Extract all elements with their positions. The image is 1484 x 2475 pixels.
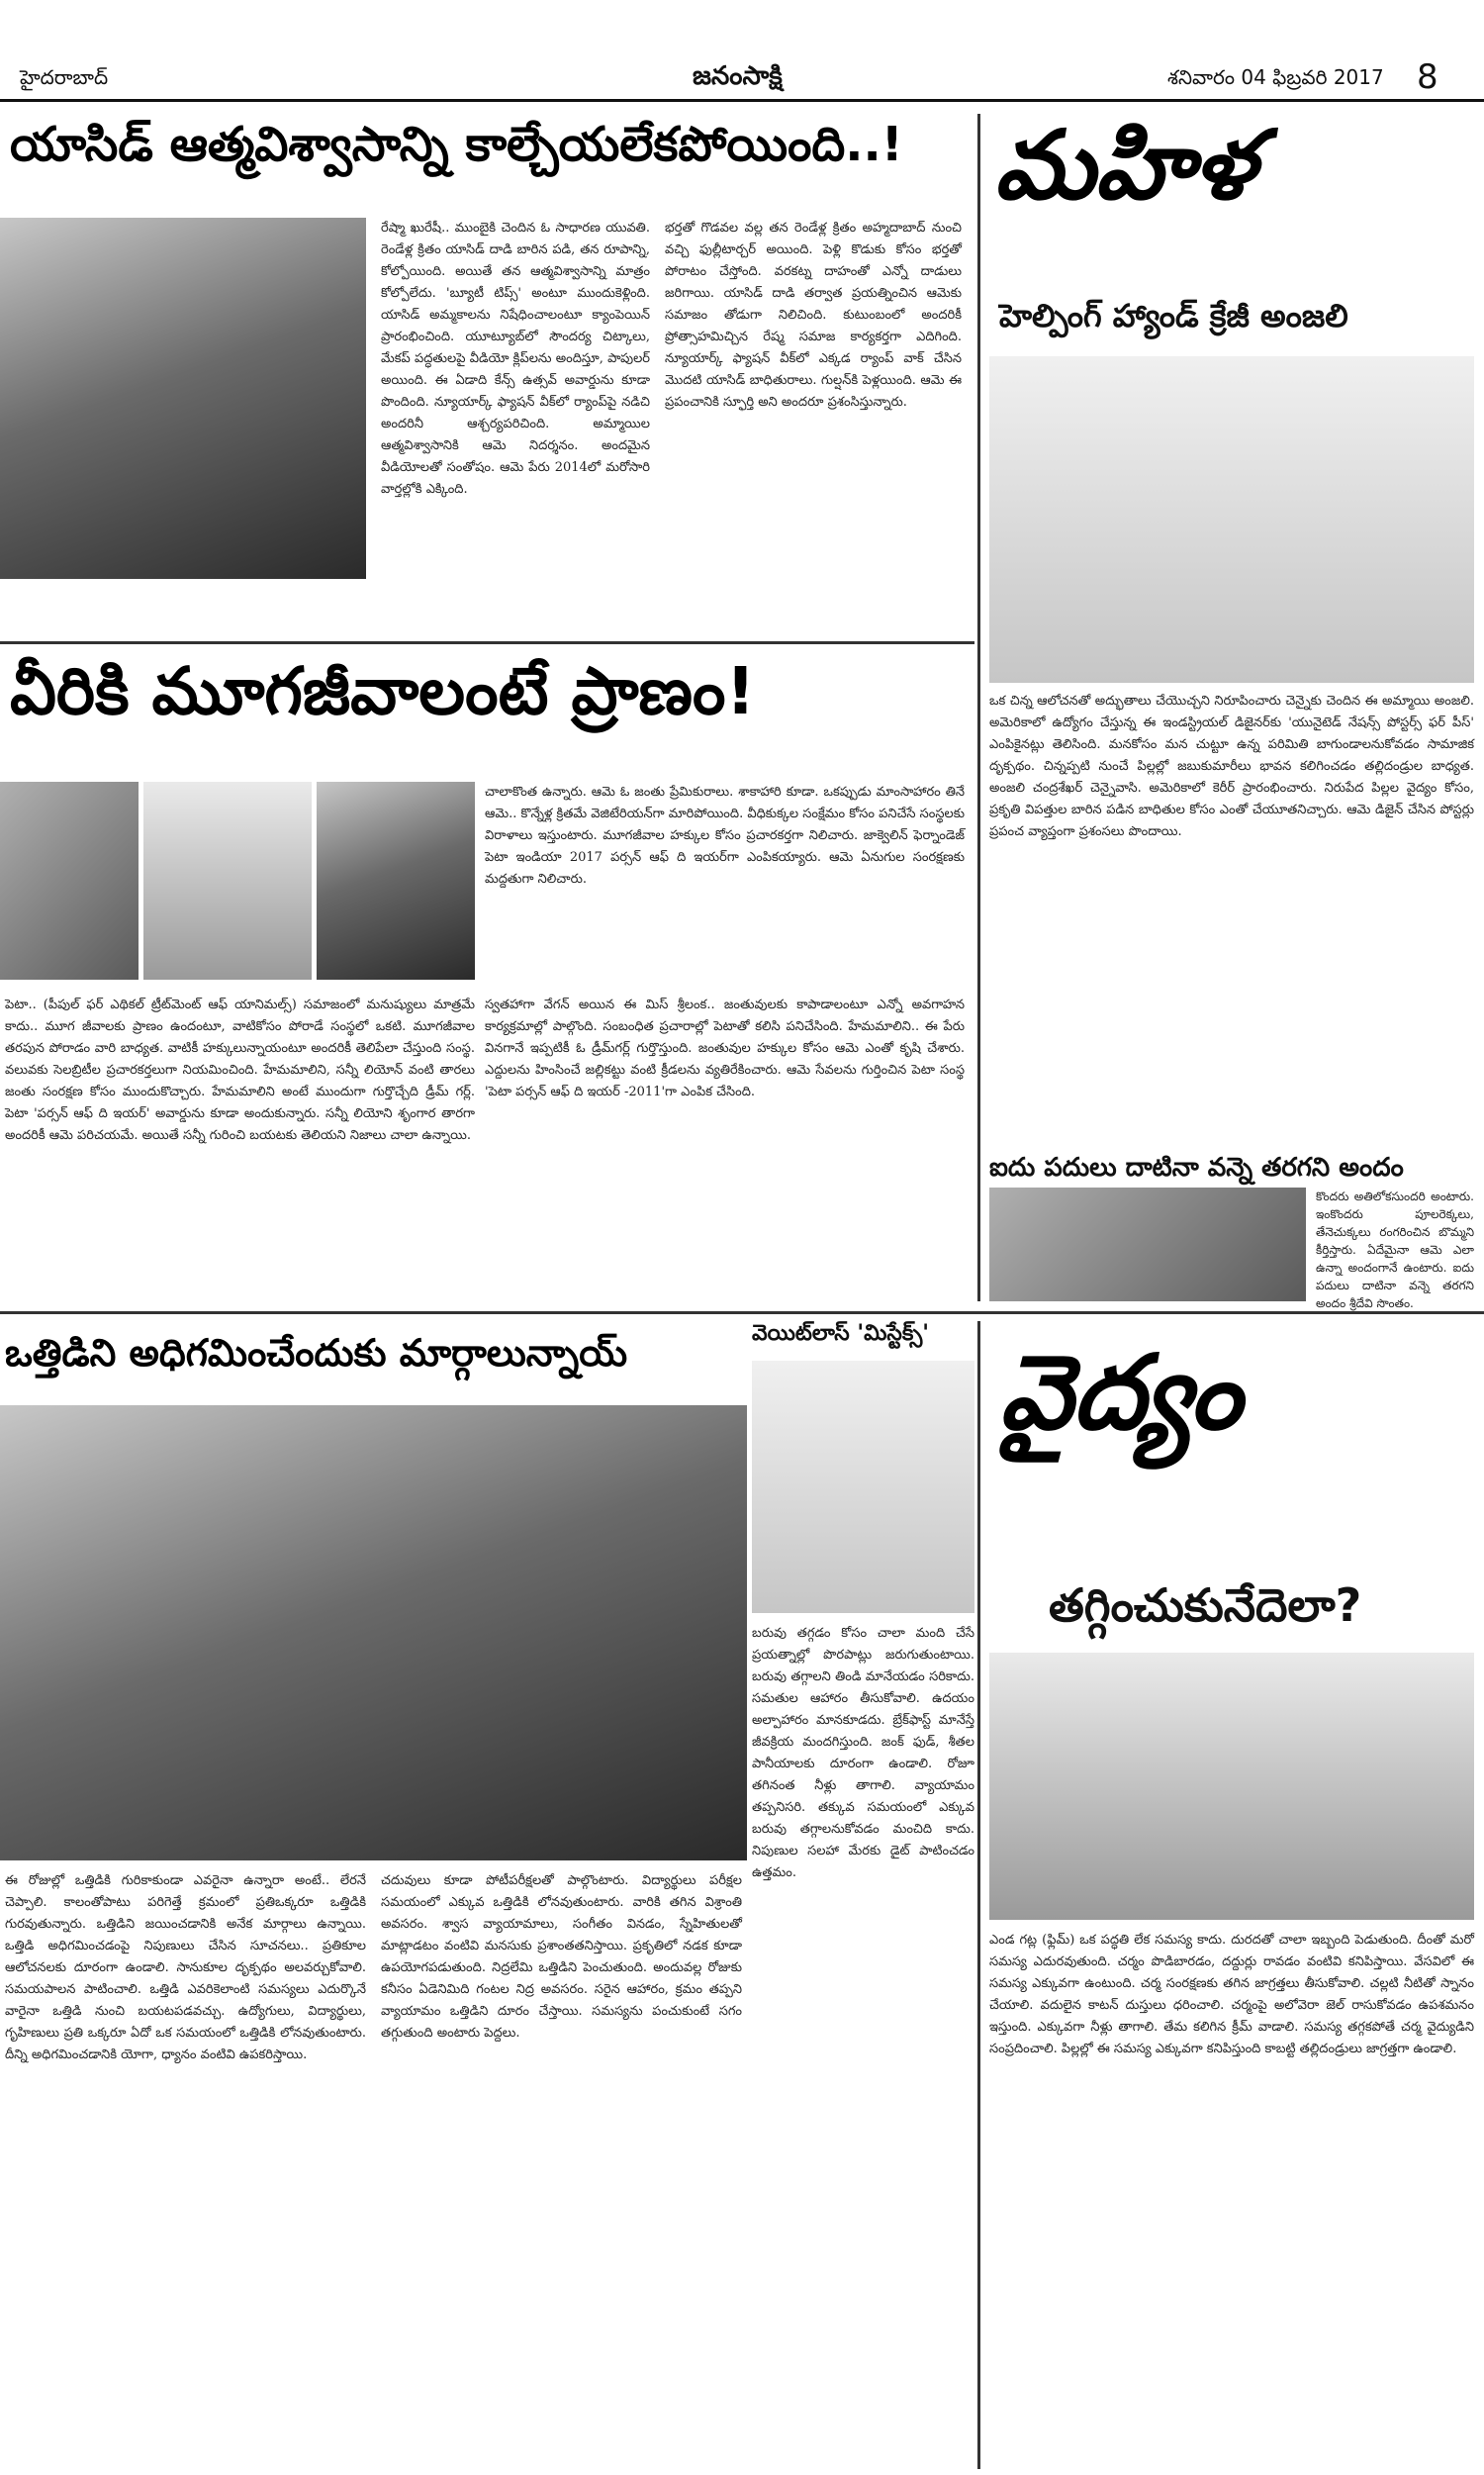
sridevi-body: కొందరు అతిలోకసుందరి అంటారు. ఇంకొందరు పూలరెక్కలు, తేనెచుక్కలు రంగరించిన బొమ్మని కీర్తిస్తారు. ఏదేమైనా ఆమె ఎలా ఉన్నా అందంగానే ఉంటారు. ఐదు పదులు దాటినా వన్నె తరగని అందం శ్రీదేవి సొంతం. (1316, 1190, 1474, 1310)
animals-headline: వీరికి మూగజీవాలంటే ప్రాణం! (10, 653, 756, 729)
newspaper-logo: జనంసాక్షి (693, 61, 783, 91)
header-city: హైదరాబాద్ (20, 65, 109, 89)
vaidyam-body: ఎండ గట్ల (ఫ్లిమ్) ఒక పద్ధతి లేక సమస్య కాదు. దురదతో చాలా ఇబ్బంది పెడుతుంది. దీంతో మరో సమస్య ఎదురవుతుంది. చర్మం పొడిబారడం, దద్దుర్లు రావడం వంటివి కనిపిస్తాయి. వేసవిలో ఈ సమస్య ఎక్కువగా ఉంటుంది. చర్మ సంరక్షణకు తగిన జాగ్రత్తలు తీసుకోవాలి. చల్లటి నీటితో స్నానం చేయాలి. వదులైన కాటన్ దుస్తులు ధరించాలి. చర్మంపై అలోవెరా జెల్ రాసుకోవడం ఉపశమనం ఇస్తుంది. ఎక్కువగా నీళ్లు తాగాలి. తేమ కలిగిన క్రీమ్ వాడాలి. సమస్య తగ్గకపోతే చర్మ వైద్యుడిని సంప్రదించాలి. పిల్లల్లో ఈ సమస్య ఎక్కువగా కనిపిస్తుంది కాబట్టి తల్లిదండ్రులు జాగ్రత్తగా ఉండాలి. (989, 1933, 1474, 2056)
stressed-man-photo (0, 1405, 747, 1860)
stress-body-col1: ఈ రోజుల్లో ఒత్తిడికి గురికాకుండా ఎవరైనా ఉన్నారా అంటే.. లేరనే చెప్పాలి. కాలంతోపాటు పరిగెత్తే క్రమంలో ప్రతిఒక్కరూ ఒత్తిడికి గురవుతున్నారు. ఒత్తిడిని జయించడానికి అనేక మార్గాలు ఉన్నాయి. ఒత్తిడి అధిగమించడంపై నిపుణులు చేసిన సూచనలు.. ప్రతికూల ఆలోచనలకు దూరంగా ఉండాలి. సానుకూల దృక్పథం అలవర్చుకోవాలి. సమయపాలన పాటించాలి. ఒత్తిడి ఎవరికెలాంటి సమస్యలు ఎదుర్కొనే వారైనా ఒత్తిడి నుంచి బయటపడవచ్చు. ఉద్యోగులు, విద్యార్థులు, గృహిణులు ప్రతి ఒక్కరూ ఏదో ఒక సమయంలో ఒత్తిడికి లోనవుతుంటారు. దీన్ని అధిగమించడానికి యోగా, ధ్యానం వంటివి ఉపకరిస్తాయి. (5, 1873, 366, 2062)
stress-headline: ఒత్తిడిని అధిగమించేందుకు మార్గాలున్నాయ్ (5, 1331, 628, 1375)
story-divider (0, 641, 974, 644)
acid-survivor-photo (0, 218, 366, 579)
mahila-body: ఒక చిన్న ఆలోచనతో అద్భుతాలు చేయొచ్చని నిరూపించారు చెన్నైకు చెందిన ఈ అమ్మాయి అంజలి. అమెరికాలో ఉద్యోగం చేస్తున్న ఈ ఇండస్ట్రియల్ డిజైనర్‌కు 'యునైటెడ్ నేషన్స్ పోస్టర్స్ ఫర్ పీస్' ఎంపికైనట్లు తెలిసింది. మనకోసం మన చుట్టూ ఉన్న పరిమితి బాగుండాలనుకోవడం సామాజిక దృక్పథం. చిన్నప్పటి నుంచే పిల్లల్లో జబుకుమారీలు భావన కలిగించడం తల్లిదండ్రుల బాధ్యత. అంజలి చంద్రశేఖర్ చెన్నైవాసి. అమెరికాలో కెరీర్ ప్రారంభించారు. నిరుపేద పిల్లల వైద్యం కోసం, ప్రకృతి విపత్తుల బారిన పడిన బాధితుల కోసం ఎంతో చేయూతనిచ్చారు. ఆమె డిజైన్ చేసిన పోస్టర్లు ప్రపంచ వ్యాప్తంగా ప్రశంసలు పొందాయి. (989, 694, 1474, 839)
sridevi-subhead: ఐదు పదులు దాటినా వన్నె తరగని అందం (989, 1153, 1404, 1183)
acid-body-col2: భర్తతో గొడవల వల్ల తన రెండేళ్ల క్రితం అహ్మదాబాద్ నుంచి వచ్చి ఫుల్లీటార్చర్ అయింది. పెళ్లి కొడుకు కోసం భర్తతో పోరాటం చేస్తోంది. వరకట్న దాహంతో ఎన్నో దాడులు జరిగాయి. యాసిడ్ దాడి తర్వాత ప్రయత్నించిన ఆమెకు సమాజం తోడుగా నిలిచింది. కుటుంబంలో అందరికీ ప్రోత్సాహమిచ్చిన రేష్మ సమాజ కార్యకర్తగా ఎదిగింది. న్యూయార్క్ ఫ్యాషన్ వీక్‌లో ఎక్కడ ర్యాంప్ వాక్ చేసిన మొదటి యాసిడ్ బాధితురాలు. గుల్షన్‌కి పెళ్లయింది. ఆమె ఈ ప్రపంచానికి స్ఫూర్తి అని అందరూ ప్రశంసిస్తున్నారు. (665, 221, 962, 410)
animals-body-left: పెటా.. (పీపుల్ ఫర్ ఎథికల్ ట్రీట్‌మెంట్ ఆఫ్ యానిమల్స్) సమాజంలో మనుష్యులు మాత్రమే కాదు.. మూగ జీవాలకు ప్రాణం ఉందంటూ, వాటికోసం పోరాడే సంస్థలో ఒకటి. మూగజీవాల తరపున పోరాడం వారి బాధ్యత. వాటికీ హక్కులున్నాయంటూ అందరికీ తెలిపేలా చేస్తుంది సంస్థ. వలువకు సెలబ్రిటీల ప్రచారకర్తలుగా నియమించింది. హేమమాలిని, సన్నీ లియోన్ వంటి తారలు జంతు సంరక్షణ కోసం ముందుకొచ్చారు. హేమమాలిని అంటే ముందుగా గుర్తొచ్చేది డ్రీమ్ గర్ల్. పెటా 'పర్సన్ ఆఫ్ ది ఇయర్' అవార్డును కూడా అందుకున్నారు. సన్నీ లియోని శృంగార తారగా అందరికీ ఆమె పరిచయమే. అయితే సన్నీ గురించి బయటకు తెలియని నిజాలు చాలా ఉన్నాయి. (5, 998, 475, 1143)
weightloss-photo (752, 1361, 974, 1613)
sunny-leone-photo (317, 782, 475, 980)
header-rule (0, 99, 1484, 102)
column-divider (977, 114, 980, 1301)
vaidyam-masthead: వైద్యం (999, 1331, 1242, 1453)
weightloss-body: బరువు తగ్గడం కోసం చాలా మంది చేసే ప్రయత్నాల్లో పొరపాట్లు జరుగుతుంటాయి. బరువు తగ్గాలని తిండి మానేయడం సరికాదు. సమతుల ఆహారం తీసుకోవాలి. ఉదయం అల్పాహారం మానకూడదు. బ్రేక్‌ఫాస్ట్ మానేస్తే జీవక్రియ మందగిస్తుంది. జంక్ ఫుడ్, శీతల పానీయాలకు దూరంగా ఉండాలి. రోజూ తగినంత నీళ్లు తాగాలి. వ్యాయామం తప్పనిసరి. తక్కువ సమయంలో ఎక్కువ బరువు తగ్గాలనుకోవడం మంచిది కాదు. నిపుణుల సలహా మేరకు డైట్ పాటించడం ఉత్తమం. (752, 1626, 974, 1880)
skin-photo (989, 1653, 1474, 1920)
header-date: శనివారం 04 ఫిబ్రవరి 2017 (1167, 65, 1384, 89)
acid-headline: యాసిడ్ ఆత్మవిశ్వాసాన్ని కాల్చేయలేకపోయింది..! (10, 117, 903, 172)
stress-body-col2: చదువులు కూడా పోటీపరీక్షలతో పాల్గొంటారు. విద్యార్థులు పరీక్షల సమయంలో ఎక్కువ ఒత్తిడికి లోనవుతుంటారు. వారికి తగిన విశ్రాంతి అవసరం. శ్వాస వ్యాయామాలు, సంగీతం వినడం, స్నేహితులతో మాట్లాడటం వంటివి మనసుకు ప్రశాంతతనిస్తాయి. ప్రకృతిలో నడక కూడా ఉపయోగపడుతుంది. నిద్రలేమి ఒత్తిడిని పెంచుతుంది. అందువల్ల రోజుకు కనీసం ఏడెనిమిది గంటల నిద్ర అవసరం. సరైన ఆహారం, క్రమం తప్పని వ్యాయామం ఒత్తిడిని దూరం చేస్తాయి. సమస్యను పంచుకుంటే సగం తగ్గుతుంది అంటారు పెద్దలు. (381, 1873, 742, 2041)
anjali-photo (989, 356, 1474, 683)
mahila-masthead: మహిళ (994, 109, 1255, 221)
section-divider (0, 1311, 1484, 1314)
page-number: 8 (1417, 57, 1438, 97)
animals-body-top: చాలాకొంత ఉన్నారు. ఆమె ఓ జంతు ప్రేమికురాలు. శాకాహారి కూడా. ఒకప్పుడు మాంసాహారం తినే ఆమె.. కొన్నేళ్ల క్రితమే వెజిటేరియన్‌గా మారిపోయింది. వీధికుక్కల సంక్షేమం కోసం పనిచేసే సంస్థలకు విరాళాలు ఇస్తుంటారు. మూగజీవాల హక్కుల కోసం ప్రచారకర్తగా నిలిచారు. జాక్వెలిన్ ఫెర్నాండెజ్ పెటా ఇండియా 2017 పర్సన్ ఆఫ్ ది ఇయర్‌గా ఎంపికయ్యారు. ఆమె ఏనుగుల సంరక్షణకు మద్దతుగా నిలిచారు. (485, 785, 965, 887)
sridevi-photo (989, 1188, 1306, 1301)
jacqueline-photo (143, 782, 312, 980)
weightloss-heading: వెయిట్‌లాస్ 'మిస్టేక్స్' (752, 1321, 929, 1346)
hema-malini-photo (0, 782, 139, 980)
acid-body-col1: రేష్మా ఖురేషీ.. ముంబైకి చెందిన ఓ సాధారణ యువతి. రెండేళ్ల క్రితం యాసిడ్ దాడి బారిన పడి, తన రూపాన్ని, కోల్పోయింది. అయితే తన ఆత్మవిశ్వాసాన్ని మాత్రం కోల్పోలేదు. 'బ్యూటీ టిప్స్' అంటూ ముందుకెళ్లింది. యాసిడ్ అమ్మకాలను నిషేధించాలంటూ క్యాంపెయిన్ ప్రారంభించింది. యూట్యూబ్‌లో సౌందర్య చిట్కాలు, మేకప్ పద్ధతులపై వీడియో క్లిప్‌లను అందిస్తూ, పాపులర్ అయింది. ఈ ఏడాది కేన్స్ ఉత్సవ్ అవార్డును కూడా పొందింది. న్యూయార్క్ ఫ్యాషన్ వీక్‌లో ర్యాంప్‌పై నడిచి అందరినీ ఆశ్చర్యపరిచింది. అమ్మాయిల ఆత్మవిశ్వాసానికి ఆమె నిదర్శనం. అందమైన వీడియోలతో సంతోషం. ఆమె పేరు 2014లో మరోసారి వార్తల్లోకి ఎక్కింది. (381, 221, 650, 497)
mahila-subhead: హెల్పింగ్ హ్యాండ్ క్రేజీ అంజలి (999, 297, 1348, 334)
vaidyam-subhead: తగ్గించుకునేదెలా? (1049, 1578, 1362, 1632)
animals-body-right: స్వతహాగా వేగన్ అయిన ఈ మిస్ శ్రీలంక.. జంతువులకు కాపాడాలంటూ ఎన్నో అవగాహన కార్యక్రమాల్లో పాల్గొంది. సంబంధిత ప్రచారాల్లో పెటాతో కలిసి పనిచేసింది. హేమమాలిని.. ఈ పేరు వినగానే ఇప్పటికీ ఓ డ్రీమ్‌గర్ల్ గుర్తొస్తుంది. జంతువుల హక్కుల కోసం ఆమె ఎంతో కృషి చేశారు. ఎద్దులను హింసించే జల్లికట్టు వంటి క్రీడలను వ్యతిరేకించారు. ఆమె సేవలను గుర్తించిన పెటా సంస్థ 'పెటా పర్సన్ ఆఫ్ ది ఇయర్ -2011'గా ఎంపిక చేసింది. (485, 998, 965, 1099)
column-divider (977, 1321, 980, 2469)
